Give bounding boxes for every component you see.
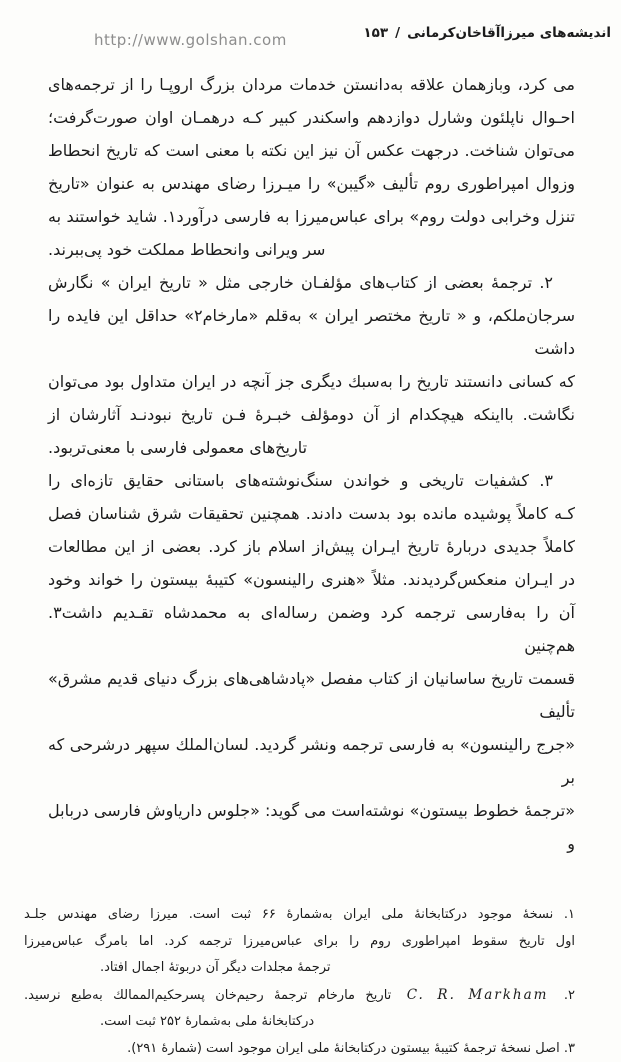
text-line: در ایـران منعکس‌گردیدند. مثلاً «هنری رالینسون» کتیبهٔ بیستون را خواند وخود [48, 563, 575, 596]
text-line: تنزل وخرابی دولت روم» برای عباس‌میرزا به فارسی درآورد۱. شاید خواستند به [48, 200, 575, 233]
text-line: اول تاریخ سقوط امپراطوری روم را برای عباس‌میرزا ترجمه کرد. اما بامرگ عباس‌میرزا [24, 929, 575, 956]
text-line: می‌توان شناخت. درجهت عکس آن نیز این نکته با معنی است که تاریخ انحطاط [48, 134, 575, 167]
text-line: احـوال ناپلئون وشارل دوازدهم واسکندر کبیر کـه درهمـان اوان صورت‌گرفت؛ [48, 101, 575, 134]
text-line: کاملاً جدیدی دربارهٔ تاریخ ایـران پیش‌از اسلام باز کرد. بعضی از این مطالعات [48, 530, 575, 563]
text-line: آن را به‌فارسی ترجمه کرد وضمن رساله‌ای به محمدشاه تقـدیم داشت۳. هم‌چنین [48, 596, 575, 662]
text-line: ۲. ترجمهٔ بعضی از کتاب‌های مؤلفـان خارجی مثل « تاریخ ایران » نگارش [48, 266, 575, 299]
text-line: نگاشت. بااینکه هیچکدام از آن دومؤلف خبـرهٔ فـن تاریخ نبودنـد آثارشان از [48, 398, 575, 431]
text-line: تاریخ‌های معمولی فارسی با معنی‌تربود. [48, 431, 575, 464]
text-line: ترجمهٔ مجلدات دیگر آن دربوتهٔ اجمال افتاد. [24, 955, 575, 982]
footnote-3 [24, 1036, 575, 1062]
header-separator: / [395, 25, 400, 41]
text-line: درکتابخانهٔ ملی به‌شمارهٔ ۲۵۲ ثبت است. [24, 1009, 575, 1036]
footnote-1 [24, 902, 575, 982]
website-url-stamp: http://www.golshan.com [94, 31, 287, 49]
paragraph-1 [48, 68, 575, 266]
text-line: سر ویرانی وانحطاط مملکت خود پی‌ببرند. [48, 233, 575, 266]
text-line: ۱. نسخهٔ موجود درکتابخانهٔ ملی ایران به‌شمارهٔ ۶۶ ثبت است. میرزا رضای مهندس جلـد [24, 902, 575, 929]
text-line: سرجان‌ملکم، و « تاریخ مختصر ایران » به‌قلم «مارخام۲» حداقل این فایده را داشت [48, 299, 575, 365]
paragraph-2 [48, 266, 575, 464]
text-line: وزوال امپراطوری روم تألیف «گیبن» را میـرزا رضای مهندس به عنوان «تاریخ [48, 167, 575, 200]
page-number: ۱۵۳ [363, 25, 388, 41]
text-line: کـه کاملاً پوشیده مانده بود بدست دادند. همچنین تحقیقات شرق شناسان فصل [48, 497, 575, 530]
latin-author-name: C. R. Markham [402, 987, 554, 1003]
text-line: که کسانی دانستند تاریخ را به‌سبك دیگری جز آنچه در ایران متداول بود می‌توان [48, 365, 575, 398]
body-text [48, 68, 575, 860]
footnote-text: تاریخ مارخام ترجمهٔ رحیم‌خان پسرحکیم‌الممالك به‌طبع نرسید. [24, 988, 402, 1003]
text-line: قسمت تاریخ ساسانیان از کتاب مفصل «پادشاهی‌های بزرگ دنیای قدیم مشرق» تألیف [48, 662, 575, 728]
text-line: ۳. اصل نسخهٔ ترجمهٔ کتیبهٔ بیستون درکتابخانهٔ ملی ایران موجود است (شمارهٔ ۲۹۱). [24, 1036, 575, 1062]
footnote-2 [24, 982, 575, 1036]
page-header [0, 0, 621, 52]
paragraph-3 [48, 464, 575, 860]
footnote-marker: ۲. [553, 988, 575, 1003]
text-line [24, 982, 575, 1010]
text-line: «جرج رالینسون» به فارسی ترجمه ونشر گردید. لسان‌الملك سپهر درشرحی که بر [48, 728, 575, 794]
running-head [363, 25, 611, 41]
footnotes-section [24, 902, 575, 1062]
text-line: ۳. کشفیات تاریخی و خواندن سنگ‌نوشته‌های باستانی حقایق تازه‌ای را [48, 464, 575, 497]
text-line: «ترجمهٔ خطوط بیستون» نوشته‌است می گوید: «جلوس داریاوش فارسی دربابل و [48, 794, 575, 860]
text-line: می کرد، وبازهمان علاقه به‌دانستن خدمات مردان بزرگ اروپـا را از ترجمه‌های [48, 68, 575, 101]
book-title: اندیشه‌های میرزاآقاخان‌کرمانی [407, 25, 611, 41]
